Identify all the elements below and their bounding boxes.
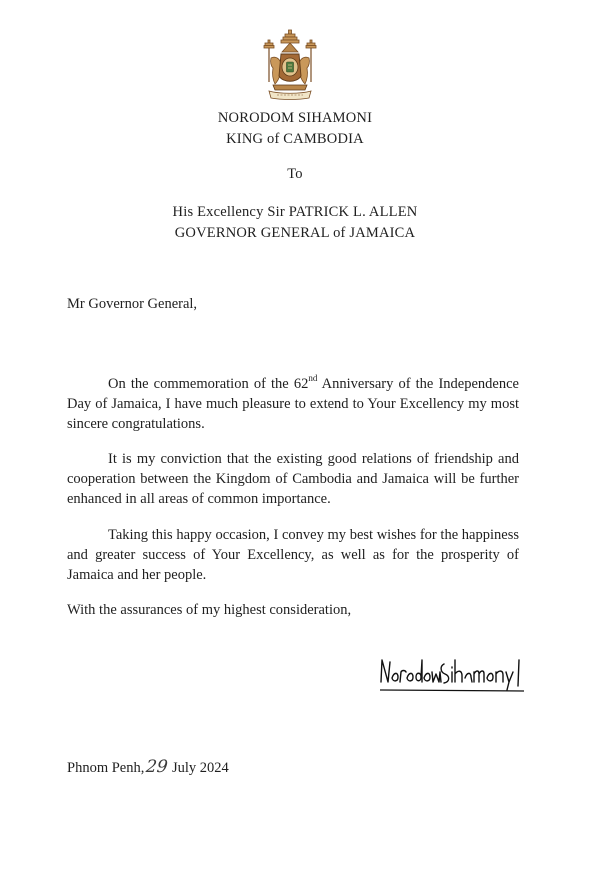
date-place: Phnom Penh, <box>67 760 145 776</box>
sender-name: NORODOM SIHAMONI <box>217 110 373 126</box>
royal-arms-cambodia-emblem <box>259 28 321 104</box>
paragraph-1-text-end: Anniversary of the Independence Day of Jamaica, I have much pleasure to extend to Your Excellency my most sincere congratulations. <box>67 376 519 432</box>
recipient-title: GOVERNOR GENERAL of JAMAICA <box>174 225 416 241</box>
date-month-year: July 2024 <box>171 760 229 776</box>
paragraph-1 <box>67 374 519 434</box>
paragraph-2: It is my conviction that the existing good relations of friendship and cooperation between the Kingdom of Cambodia and Jamaica will be further enhanced in all areas of common importance. <box>67 451 519 507</box>
recipient-name: His Excellency Sir PATRICK L. ALLEN <box>172 204 418 220</box>
to-label: To <box>287 166 303 182</box>
date-day-handwritten: 29 <box>145 757 170 777</box>
closing-line: With the assurances of my highest consideration, <box>67 602 352 618</box>
sender-title: KING of CAMBODIA <box>226 131 364 147</box>
handwritten-signature <box>378 648 530 696</box>
paragraph-1-text-start: On the commemoration of the 62 <box>108 376 309 392</box>
ordinal-suffix: nd <box>308 373 318 384</box>
paragraph-3: Taking this happy occasion, I convey my best wishes for the happiness and greater success of Your Excellency, as well as for the prosperity of Jamaica and her people. <box>67 527 519 583</box>
date-line <box>67 757 229 777</box>
salutation: Mr Governor General, <box>67 296 198 312</box>
